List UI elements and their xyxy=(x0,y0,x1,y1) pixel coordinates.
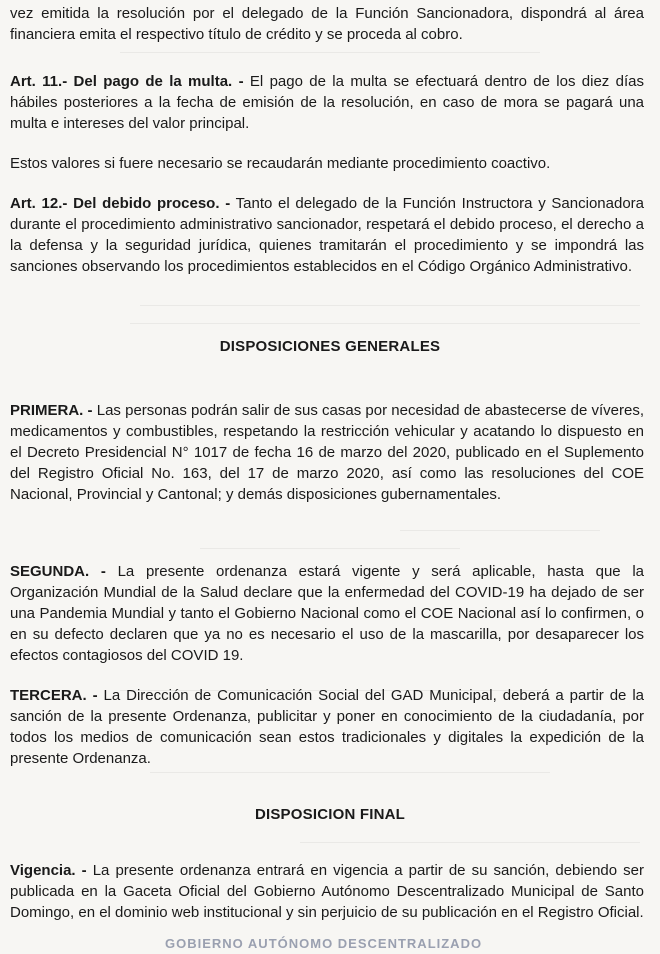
vigencia-title: Vigencia. - xyxy=(10,862,87,879)
institution-watermark: GOBIERNO AUTÓNOMO DESCENTRALIZADO xyxy=(165,936,483,951)
general-provisions-heading: DISPOSICIONES GENERALES xyxy=(219,338,441,355)
article-11-title: Art. 11.- Del pago de la multa. - xyxy=(10,73,244,90)
coactivo-paragraph xyxy=(10,153,644,174)
article-12 xyxy=(10,193,644,277)
segunda-text: La presente ordenanza estará vigente y será aplicable, hasta que la Organización Mundial de la Salud declare que la enfermedad del COVID-19 ha dejado de ser una Pandemia Mundial y tanto el Gobierno Nacional como el COE Nacional así lo confirmen, o en su defecto declaren que ya no es necesario el uso de la mascarilla, por desaparecer los efectos contagiosos del COVID 19. xyxy=(10,563,644,664)
article-12-title: Art. 12.- Del debido proceso. - xyxy=(10,195,231,212)
article-11-continuation xyxy=(10,3,644,45)
vigencia-text: La presente ordenanza entrará en vigencia a partir de su sanción, debiendo ser publicada en la Gaceta Oficial del Gobierno Autónomo Descentralizado Municipal de Santo Domingo, en el dominio web institucional y sin perjuicio de su publicación en el Registro Oficial. xyxy=(10,862,644,921)
article-11 xyxy=(10,71,644,134)
provision-primera xyxy=(10,400,644,505)
provision-tercera xyxy=(10,685,644,769)
final-provision-heading: DISPOSICION FINAL xyxy=(254,806,406,823)
primera-text: Las personas podrán salir de sus casas por necesidad de abastecerse de víveres, medicamentos y combustibles, respetando la restricción vehicular y acatando lo dispuesto en el Decreto Presidencial N° 1017 de fecha 16 de marzo del 2020, publicado en el Suplemento del Registro Oficial No. 163, del 17 de marzo 2020, así como las resoluciones del COE Nacional, Provincial y Cantonal; y demás disposiciones gubernamentales. xyxy=(10,402,645,503)
article-12-text: Tanto el delegado de la Función Instructora y Sancionadora durante el procedimiento administrativo sancionador, respetará el debido proceso, el derecho a la defensa y la seguridad jurídica, quienes tramitarán el procedimiento y se impondrá las sanciones observando los procedimientos establecidos en el Código Orgánico Administrativo. xyxy=(10,195,644,275)
primera-title: PRIMERA. - xyxy=(10,402,93,419)
provision-vigencia xyxy=(10,860,644,923)
article-11-text: El pago de la multa se efectuará dentro de los diez días hábiles posteriores a la fecha de emisión de la resolución, en caso de mora se pagará una multa e intereses del valor principal. xyxy=(10,73,644,132)
article-11-continuation-text: vez emitida la resolución por el delegado de la Función Sancionadora, dispondrá al área financiera emita el respectivo título de crédito y se proceda al cobro. xyxy=(10,5,644,43)
provision-segunda xyxy=(10,561,644,666)
coactivo-text: Estos valores si fuere necesario se recaudarán mediante procedimiento coactivo. xyxy=(10,155,551,172)
tercera-title: TERCERA. - xyxy=(10,687,98,704)
tercera-text: La Dirección de Comunicación Social del GAD Municipal, deberá a partir de la sanción de la presente Ordenanza, publicitar y poner en conocimiento de la ciudadanía, por todos los medios de comunicación sean estos tradicionales y digitales la expedición de la presente Ordenanza. xyxy=(10,687,644,767)
segunda-title: SEGUNDA. - xyxy=(10,563,106,580)
